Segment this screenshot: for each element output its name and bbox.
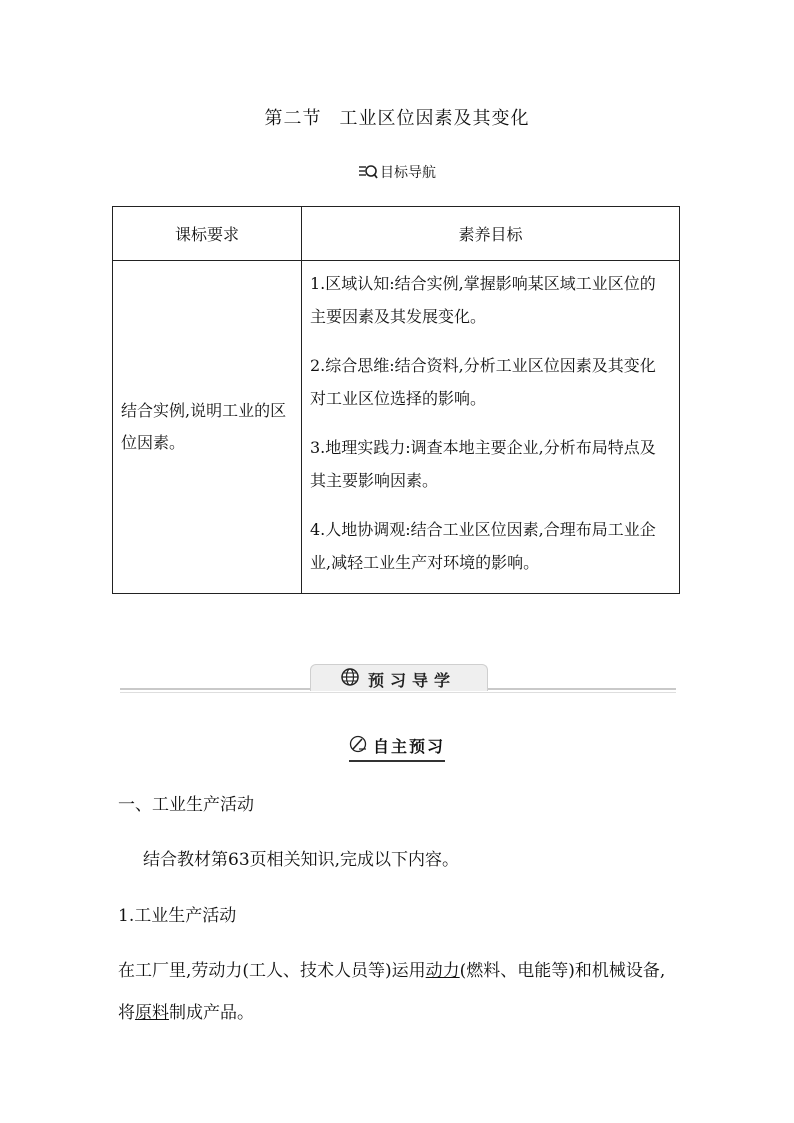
table-header-row: [113, 207, 680, 261]
section-banner: [120, 664, 676, 694]
requirement-cell: 结合实例,说明工业的区位因素。: [113, 261, 302, 594]
intro-text: 结合教材第63页相关知识,完成以下内容。: [143, 850, 460, 870]
goal-item: 1.区域认知:结合实例,掌握影响某区域工业区位的主要因素及其发展变化。: [310, 274, 656, 326]
heading-industrial-activity: 一、工业生产活动: [118, 795, 254, 815]
text-segment: 制成产品。: [169, 1003, 254, 1023]
table-header-goals: 素养目标: [302, 207, 680, 261]
section-title: 工业区位因素及其变化: [339, 108, 530, 129]
subheading-industrial-activity: 1.工业生产活动: [118, 906, 237, 926]
target-nav-heading: [0, 162, 794, 184]
sub-banner: [0, 734, 794, 762]
table-row: [113, 261, 680, 594]
globe-icon: [340, 667, 360, 691]
fill-blank-answer: 原料: [135, 1003, 169, 1023]
target-nav-icon: [358, 164, 378, 184]
target-nav-label: 目标导航: [380, 165, 436, 181]
banner-rule-thin: [120, 692, 676, 693]
section-number: 第二节: [264, 108, 322, 129]
goal-item: 4.人地协调观:结合工业区位因素,合理布局工业企业,减轻工业生产对环境的影响。: [310, 520, 656, 572]
sub-banner-inner: [349, 734, 445, 762]
goals-table: [112, 206, 680, 594]
goal-item: 2.综合思维:结合资料,分析工业区位因素及其变化对工业区位选择的影响。: [310, 356, 656, 408]
paragraph-industrial-activity: [118, 950, 678, 1034]
fill-blank-answer: 动力: [425, 961, 460, 981]
pen-icon: [349, 735, 369, 757]
text-segment: 在工厂里,劳动力(工人、技术人员等)运用: [118, 961, 426, 981]
page-title: [0, 104, 794, 130]
text-segment: (燃料、电能等)和机械设备,将: [118, 961, 666, 1023]
table-header-requirement: 课标要求: [113, 207, 302, 261]
goals-cell: [302, 261, 680, 594]
goal-item: 3.地理实践力:调查本地主要企业,分析布局特点及其主要影响因素。: [310, 438, 656, 490]
sub-banner-label: 自主预习: [372, 737, 445, 756]
banner-label: 预习导学: [368, 671, 457, 690]
